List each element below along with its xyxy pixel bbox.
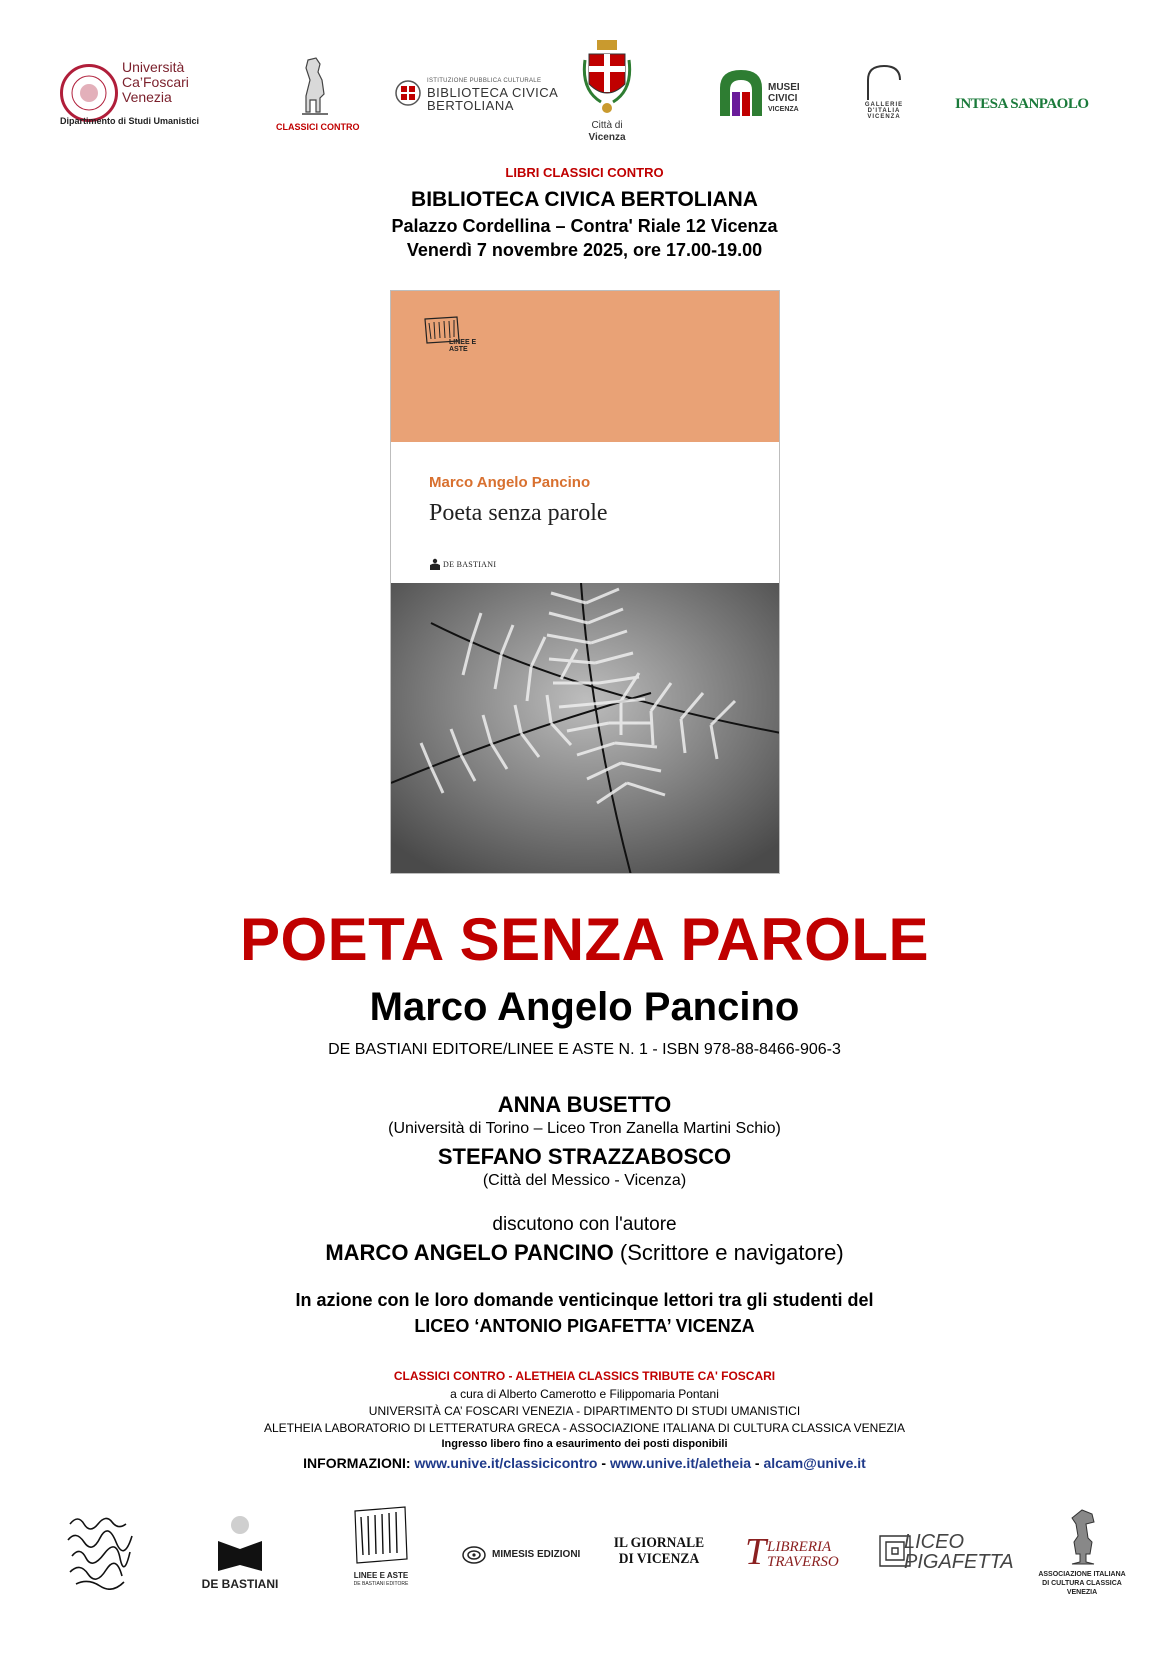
footer-entry: Ingresso libero fino a esaurimento dei posti disponibili [441, 1438, 728, 1450]
musei-line1: MUSEI [768, 82, 800, 93]
logo-intesa-sanpaolo [955, 96, 1115, 116]
book-cover [390, 290, 780, 874]
logo-unive [60, 60, 210, 130]
venue-address: Palazzo Cordellina – Contra' Riale 12 Vicenza [391, 216, 778, 236]
cover-title: Poeta senza parole [429, 500, 608, 526]
bertoliana-line2: BERTOLIANA [427, 98, 514, 113]
unive-name-line3: Venezia [122, 89, 172, 105]
logo-mimesis [462, 1544, 592, 1568]
unive-seal-icon [60, 64, 118, 122]
logo-linee-aste [345, 1503, 417, 1595]
logo-classici-contro [272, 56, 362, 134]
action-line2: LICEO ‘ANTONIO PIGAFETTA’ VICENZA [414, 1316, 755, 1336]
liceo-line2: PIGAFETTA [904, 1551, 1014, 1573]
speaker1-name: ANNA BUSETTO [497, 1092, 672, 1117]
libreria-line2: TRAVERSO [767, 1554, 839, 1570]
event-date: Venerdì 7 novembre 2025, ore 17.00-19.00 [406, 240, 763, 260]
musei-arch-icon [718, 68, 764, 116]
speaker1-affiliation: (Università di Torino – Liceo Tron Zanella Martini Schio) [388, 1120, 781, 1137]
unive-name-line1: Università [122, 59, 185, 75]
aicc-line1: ASSOCIAZIONE ITALIANA [1038, 1571, 1126, 1578]
bertoliana-small: ISTITUZIONE PUBBLICA CULTURALE [427, 78, 542, 84]
logo-aicc-venezia [1030, 1508, 1134, 1608]
classici-contro-label: CLASSICI CONTRO [276, 122, 360, 132]
giornale-line1: IL GIORNALE [613, 1535, 705, 1551]
logo-musei-civici [718, 68, 818, 118]
author-upper: MARCO ANGELO PANCINO [325, 1240, 614, 1265]
logo-citta-vicenza [577, 40, 637, 148]
author-role: (Scrittore e navigatore) [613, 1240, 844, 1265]
bertoliana-line1: BIBLIOTECA CIVICA [427, 85, 559, 100]
email-link[interactable]: alcam@unive.it [763, 1455, 866, 1471]
unive-dept: Dipartimento di Studi Umanistici [60, 116, 200, 126]
footer-university: UNIVERSITÀ CA’ FOSCARI VENEZIA - DIPARTIMENTO DI STUDI UMANISTICI [368, 1404, 801, 1418]
aicc-statue-icon [1066, 1508, 1100, 1566]
de-bastiani-label: DE BASTIANI [201, 1577, 279, 1591]
link-aletheia[interactable]: www.unive.it/aletheia [609, 1455, 752, 1471]
horse-icon [294, 56, 336, 116]
info-label: INFORMAZIONI: [303, 1455, 415, 1471]
logo-liceo-pigafetta [878, 1530, 1014, 1574]
musei-line3: VICENZA [768, 106, 799, 113]
cover-author: Marco Angelo Pancino [429, 474, 591, 491]
libreria-line1: LIBRERIA [767, 1539, 832, 1555]
info-sep1: - [597, 1455, 610, 1471]
venue-name: BIBLIOTECA CIVICA BERTOLIANA [411, 188, 758, 211]
logo-giornale-vicenza [604, 1535, 714, 1575]
discuss-label: discutono con l'autore [492, 1214, 677, 1235]
footer-info [0, 1455, 1169, 1471]
liceo-line1: LICEO [904, 1531, 965, 1553]
cover-title-band [391, 442, 779, 583]
vicenza-coat-of-arms-icon [581, 40, 633, 118]
de-bastiani-mini-icon [429, 558, 441, 570]
speaker2-affiliation: (Città del Messico - Vicenza) [482, 1172, 687, 1189]
action-line1: In azione con le loro domande venticinque lettori tra gli studenti del [295, 1290, 874, 1310]
link-classicicontro[interactable]: www.unive.it/classicicontro [414, 1455, 598, 1471]
footer-aletheia: ALETHEIA LABORATORIO DI LETTERATURA GRECA - ASSOCIAZIONE ITALIANA DI CULTURA CLASSICA VENEZIA [263, 1421, 906, 1435]
cover-publisher: DE BASTIANI [443, 560, 497, 569]
aletheia-scribble-icon [64, 1510, 136, 1590]
event-author: Marco Angelo Pancino [369, 985, 800, 1029]
info-sep2: - [751, 1455, 764, 1471]
fern-leaves-image [391, 583, 780, 874]
logo-de-bastiani [190, 1515, 290, 1595]
linee-aste-label: LINEE E ASTE [353, 1571, 409, 1580]
series-label: LIBRI CLASSICI CONTRO [505, 165, 664, 180]
vicenza-line2: Vicenza [588, 132, 626, 143]
logo-gallerie-italia [858, 62, 910, 124]
bertoliana-emblem-icon [395, 80, 421, 106]
mimesis-label: MIMESIS EDIZIONI [492, 1549, 581, 1560]
logo-bertoliana [395, 78, 559, 114]
cover-top-band [391, 291, 779, 442]
footer-curators: a cura di Alberto Camerotto e Filippomaria Pontani [450, 1387, 719, 1401]
libreria-mark-icon: T [745, 1531, 767, 1573]
musei-line2: CIVICI [768, 93, 798, 104]
edition-info: DE BASTIANI EDITORE/LINEE E ASTE N. 1 - ISBN 978-88-8466-906-3 [328, 1041, 841, 1058]
footer-series: CLASSICI CONTRO - ALETHEIA CLASSICS TRIBUTE CA' FOSCARI [393, 1369, 776, 1383]
aicc-line3: VENEZIA [1066, 1589, 1098, 1596]
linee-aste-sub: DE BASTIANI EDITORE [353, 1581, 409, 1587]
speaker2-name: STEFANO STRAZZABOSCO [437, 1144, 732, 1169]
aicc-line2: DI CULTURA CLASSICA [1042, 1580, 1122, 1587]
gallerie-arc-icon [864, 62, 904, 102]
vicenza-line1: Città di [591, 120, 623, 131]
gallerie-line1: GALLERIE D'ITALIA [864, 102, 904, 114]
intesa-label: INTESA SANPAOLO [955, 96, 1089, 112]
giornale-line2: DI VICENZA [618, 1551, 700, 1567]
event-title: POETA SENZA PAROLE [239, 906, 930, 973]
cover-series-logo: LINEE E ASTE [449, 339, 477, 353]
linee-aste-icon [351, 1503, 411, 1569]
unive-name-line2: Ca’Foscari [122, 74, 189, 90]
cover-fern-photo [391, 583, 779, 874]
logo-aletheia-handwritten [64, 1510, 136, 1590]
logo-libreria-traverso [745, 1530, 855, 1574]
reader-icon [216, 1515, 264, 1573]
author-line [0, 1240, 1169, 1266]
gallerie-line2: VICENZA [867, 114, 901, 120]
mimesis-spiral-icon [462, 1546, 486, 1564]
